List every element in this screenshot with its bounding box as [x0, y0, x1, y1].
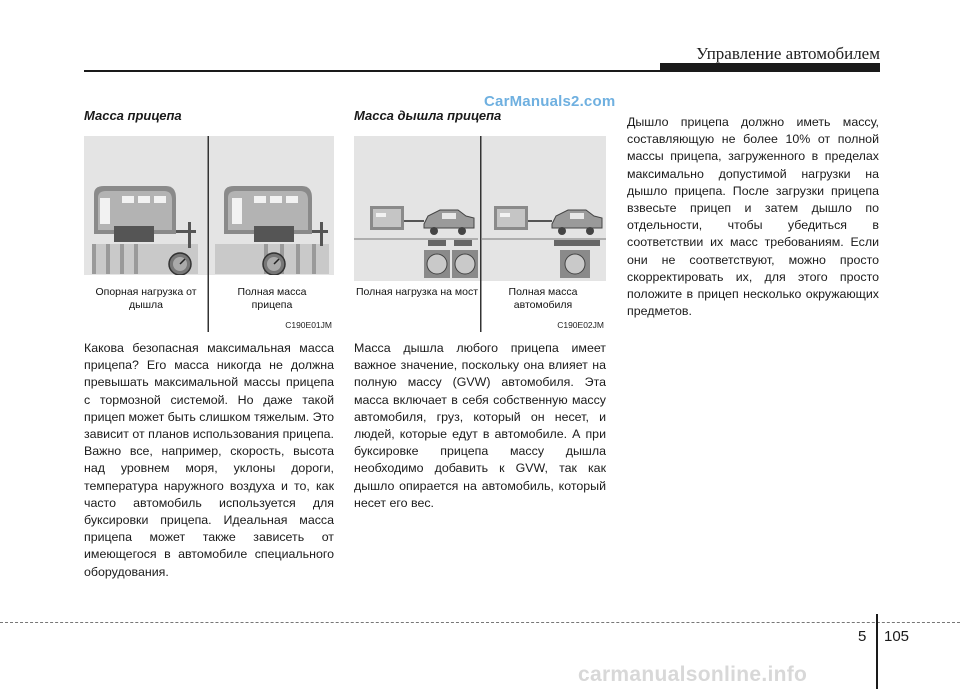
trailer-left-icon [92, 186, 198, 275]
car-trailer-left-icon [354, 206, 478, 278]
footer-rule [0, 622, 960, 623]
paragraph-tongue-weight: Масса дышла любого прицепа имеет важное значение, поскольку она влияет на полную массу (GVW) автомобиля. Эта масса включает в себя собственную массу автомобиля, груз, который он несет, и людей, которые едут в автомобиле. А при буксировке прицепа массу дышла необходимо добавить к GVW, так как дышло опирается на автомобиль, который несет его вес. [354, 341, 606, 510]
header-rule [84, 70, 880, 72]
figure-label-tongue-load: Опорная нагрузка от дышла [95, 286, 197, 311]
figure-label-trailer-gross: Полная масса прицепа [237, 286, 307, 311]
page-number: 105 [884, 628, 910, 645]
figure-code: C190E02JM [557, 320, 604, 330]
watermark-bottom[interactable]: carmanualsonline.info [578, 663, 808, 686]
column-tongue-weight [354, 108, 606, 512]
page-header-title: Управление автомобилем [696, 44, 880, 63]
footer-separator [876, 614, 878, 689]
figure-trailer-weight [84, 136, 334, 332]
paragraph-tongue-ratio: Дышло прицепа должно иметь массу, составляющую не более 10% от полной массы прицепа, загруженного в пределах максимально допустимой нагрузки на дышло прицепа. После загрузки прицепа взвесьте прицеп и затем дышло по отдельности, чтобы убедиться в соответствии их масс требованиям. Если они не соответствуют, можно просто скорректировать их, для этого просто положите в прицеп несколько окружающих предметов. [627, 115, 879, 319]
figure-tongue-weight [354, 136, 606, 332]
car-trailer-right-icon [482, 206, 606, 278]
trailer-right-icon [215, 186, 329, 275]
figure-code: C190E01JM [285, 320, 332, 330]
figure-label-axle-load: Полная нагрузка на мост [355, 286, 479, 298]
section-title-tongue-weight: Масса дышла прицепа [354, 108, 502, 123]
column-trailer-weight [84, 108, 334, 581]
column-tongue-ratio [627, 114, 879, 320]
figure-label-vehicle-gross: Полная масса автомобиля [508, 286, 578, 311]
section-title-trailer-weight: Масса прицепа [84, 108, 182, 123]
paragraph-trailer-weight: Какова безопасная максимальная масса прицепа? Его масса никогда не должна превышать максимальной массы прицепа с тормозной системой. Но даже такой прицеп может быть слишком тяжелым. Это зависит от планов использования прицепа. Важно все, например, скорость, высота над уровнем моря, уклоны дороги, температура наружного воздуха и то, как часто автомобиль используется для буксировки прицепа. Идеальная масса прицепа может также зависеть от имеющегося в автомобиле специального оборудования. [84, 341, 334, 579]
chapter-number: 5 [858, 628, 867, 645]
watermark-top[interactable]: CarManuals2.com [484, 93, 616, 110]
